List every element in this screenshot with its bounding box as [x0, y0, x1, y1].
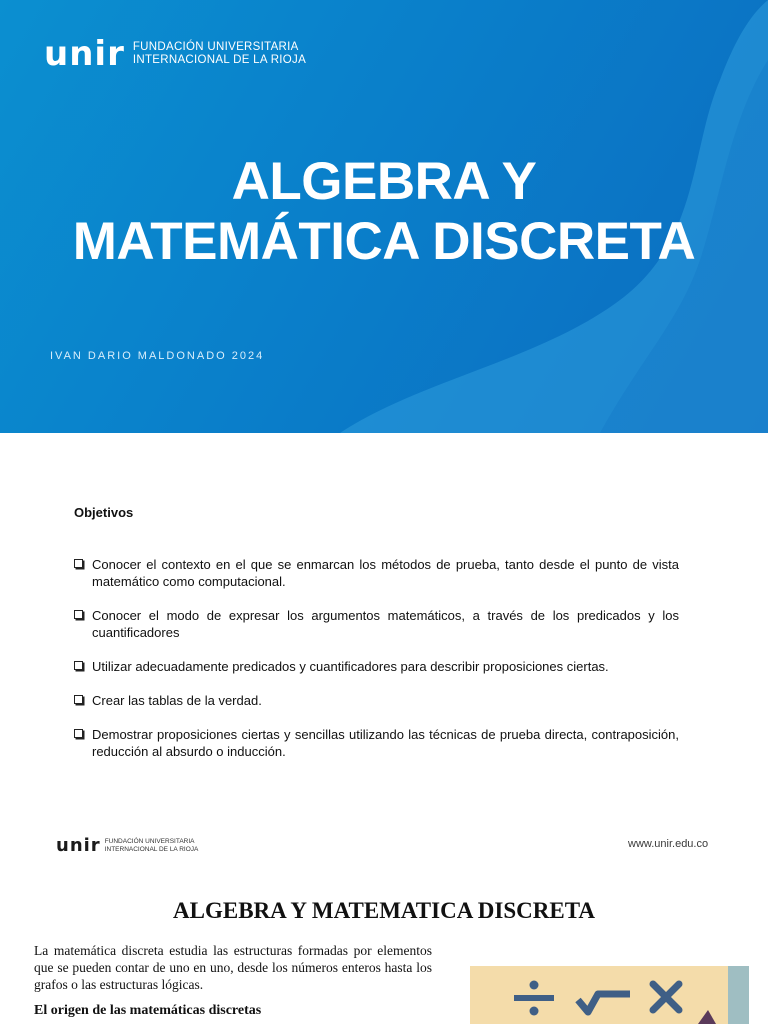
objective-item: Conocer el contexto en el que se enmarcan los métodos de prueba, tanto desde el punto de vista matemático como computacional. [74, 556, 679, 590]
logo-line-2: INTERNACIONAL DE LA RIOJA [104, 845, 199, 853]
checkbox-bullet-icon [74, 695, 83, 704]
unir-logo [44, 34, 306, 74]
unir-logo-word: unir [44, 34, 125, 74]
image-corner-shape [698, 1010, 716, 1024]
objectives-heading: Objetivos [74, 505, 134, 520]
multiply-icon [653, 984, 679, 1010]
website-url: www.unir.edu.co [628, 838, 709, 850]
unir-logo-word: unir [56, 835, 101, 856]
image-edge-shape [728, 966, 749, 1024]
document-title: ALGEBRA Y MATEMATICA DISCRETA [173, 898, 595, 923]
objective-item: Crear las tablas de la verdad. [74, 692, 679, 709]
cover-title-line-1: ALGEBRA Y [231, 152, 537, 211]
objective-item: Conocer el modo de expresar los argumentos matemáticos, a través de los predicados y los cuantificadores [74, 607, 679, 641]
logo-line-2: INTERNACIONAL DE LA RIOJA [132, 54, 307, 66]
square-root-icon [578, 994, 630, 1012]
objective-item: Utilizar adecuadamente predicados y cuantificadores para describir proposiciones ciertas. [74, 658, 679, 675]
cover-title-line-2: MATEMÁTICA DISCRETA [72, 212, 696, 271]
checkbox-bullet-icon [74, 729, 83, 738]
checkbox-bullet-icon [74, 610, 83, 619]
divide-icon [514, 981, 554, 1016]
unir-logo-subtitle [105, 838, 199, 853]
objectives-list [74, 556, 679, 777]
logo-line-1: FUNDACIÓN UNIVERSITARIA [132, 40, 299, 53]
math-symbols-image [470, 966, 749, 1024]
checkbox-bullet-icon [74, 559, 83, 568]
unir-logo-subtitle [133, 41, 306, 67]
unir-logo-small [56, 835, 198, 856]
cover-title [0, 152, 768, 272]
cover-slide [0, 0, 768, 433]
document-paragraph: La matemática discreta estudia las estructuras formadas por elementos que se pueden contar de uno en uno, desde los números enteros hasta los grafos o las estructuras lógicas. [34, 943, 432, 992]
document-subheading: El origen de las matemáticas discretas [34, 1003, 262, 1018]
objective-item: Demostrar proposiciones ciertas y sencillas utilizando las técnicas de prueba directa, contraposición, reducción al absurdo o inducción. [74, 726, 679, 760]
logo-line-1: FUNDACIÓN UNIVERSITARIA [104, 838, 195, 846]
author-line: IVAN DARIO MALDONADO 2024 [50, 350, 265, 362]
checkbox-bullet-icon [74, 661, 83, 670]
